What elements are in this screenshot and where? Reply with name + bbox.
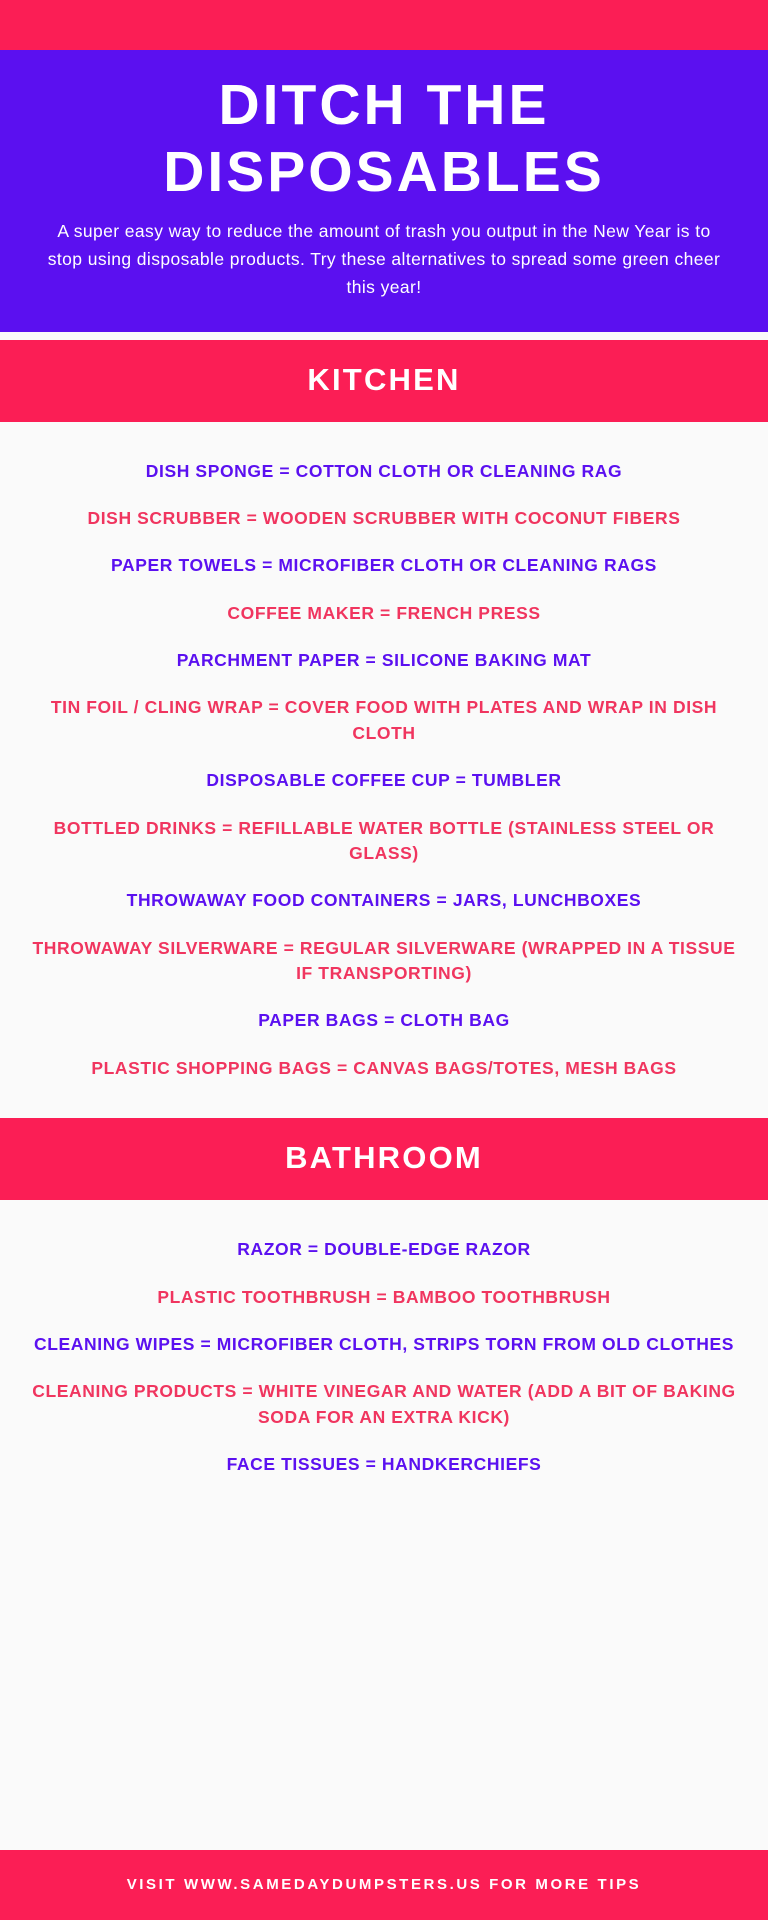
tip-item: THROWAWAY FOOD CONTAINERS = JARS, LUNCHBOXES xyxy=(126,890,642,911)
hero-banner xyxy=(0,50,768,332)
hero-divider xyxy=(0,332,768,340)
page-title-line-2: DISPOSABLES xyxy=(163,140,605,205)
tip-item: PARCHMENT PAPER = SILICONE BAKING MAT xyxy=(176,650,592,671)
section-body-kitchen xyxy=(0,422,768,1119)
top-accent-bar xyxy=(0,0,768,50)
tip-item: RAZOR = DOUBLE-EDGE RAZOR xyxy=(237,1239,531,1260)
footer-banner xyxy=(0,1850,768,1920)
section-title-bathroom: BATHROOM xyxy=(285,1140,483,1176)
section-header-kitchen xyxy=(0,340,768,422)
tip-item: DISPOSABLE COFFEE CUP = TUMBLER xyxy=(206,770,562,791)
section-header-bathroom xyxy=(0,1118,768,1200)
hero-subtitle: A super easy way to reduce the amount of trash you output in the New Year is to stop using disposable products. Try these alternatives to spread some green cheer this year! xyxy=(47,220,721,298)
tip-item: PLASTIC SHOPPING BAGS = CANVAS BAGS/TOTES, MESH BAGS xyxy=(91,1057,677,1078)
tip-item: CLEANING WIPES = MICROFIBER CLOTH, STRIPS TORN FROM OLD CLOTHES xyxy=(33,1333,735,1354)
tip-item: DISH SCRUBBER = WOODEN SCRUBBER WITH COCONUT FIBERS xyxy=(87,507,681,528)
section-title-kitchen: KITCHEN xyxy=(307,361,461,397)
page-title xyxy=(30,72,738,207)
section-body-bathroom xyxy=(0,1200,768,1514)
tip-item: FACE TISSUES = HANDKERCHIEFS xyxy=(226,1454,542,1475)
tip-item: PLASTIC TOOTHBRUSH = BAMBOO TOOTHBRUSH xyxy=(157,1286,611,1307)
tip-item: DISH SPONGE = COTTON CLOTH OR CLEANING RAG xyxy=(145,460,623,481)
tip-item: THROWAWAY SILVERWARE = REGULAR SILVERWARE (WRAPPED IN A TISSUE IF TRANSPORTING) xyxy=(32,937,736,984)
page-title-line-1: DITCH THE xyxy=(218,73,550,137)
tip-item: PAPER TOWELS = MICROFIBER CLOTH OR CLEANING RAGS xyxy=(111,555,657,576)
tip-item: CLEANING PRODUCTS = WHITE VINEGAR AND WATER (ADD A BIT OF BAKING SODA FOR AN EXTRA KICK) xyxy=(32,1381,736,1427)
tip-item: TIN FOIL / CLING WRAP = COVER FOOD WITH PLATES AND WRAP IN DISH CLOTH xyxy=(50,697,718,743)
tip-item: PAPER BAGS = CLOTH BAG xyxy=(258,1010,510,1031)
tip-item: COFFEE MAKER = FRENCH PRESS xyxy=(227,602,541,623)
footer-text[interactable]: VISIT WWW.SAMEDAYDUMPSTERS.US FOR MORE TIPS xyxy=(126,1876,642,1893)
tip-item: BOTTLED DRINKS = REFILLABLE WATER BOTTLE (STAINLESS STEEL OR GLASS) xyxy=(53,817,715,863)
